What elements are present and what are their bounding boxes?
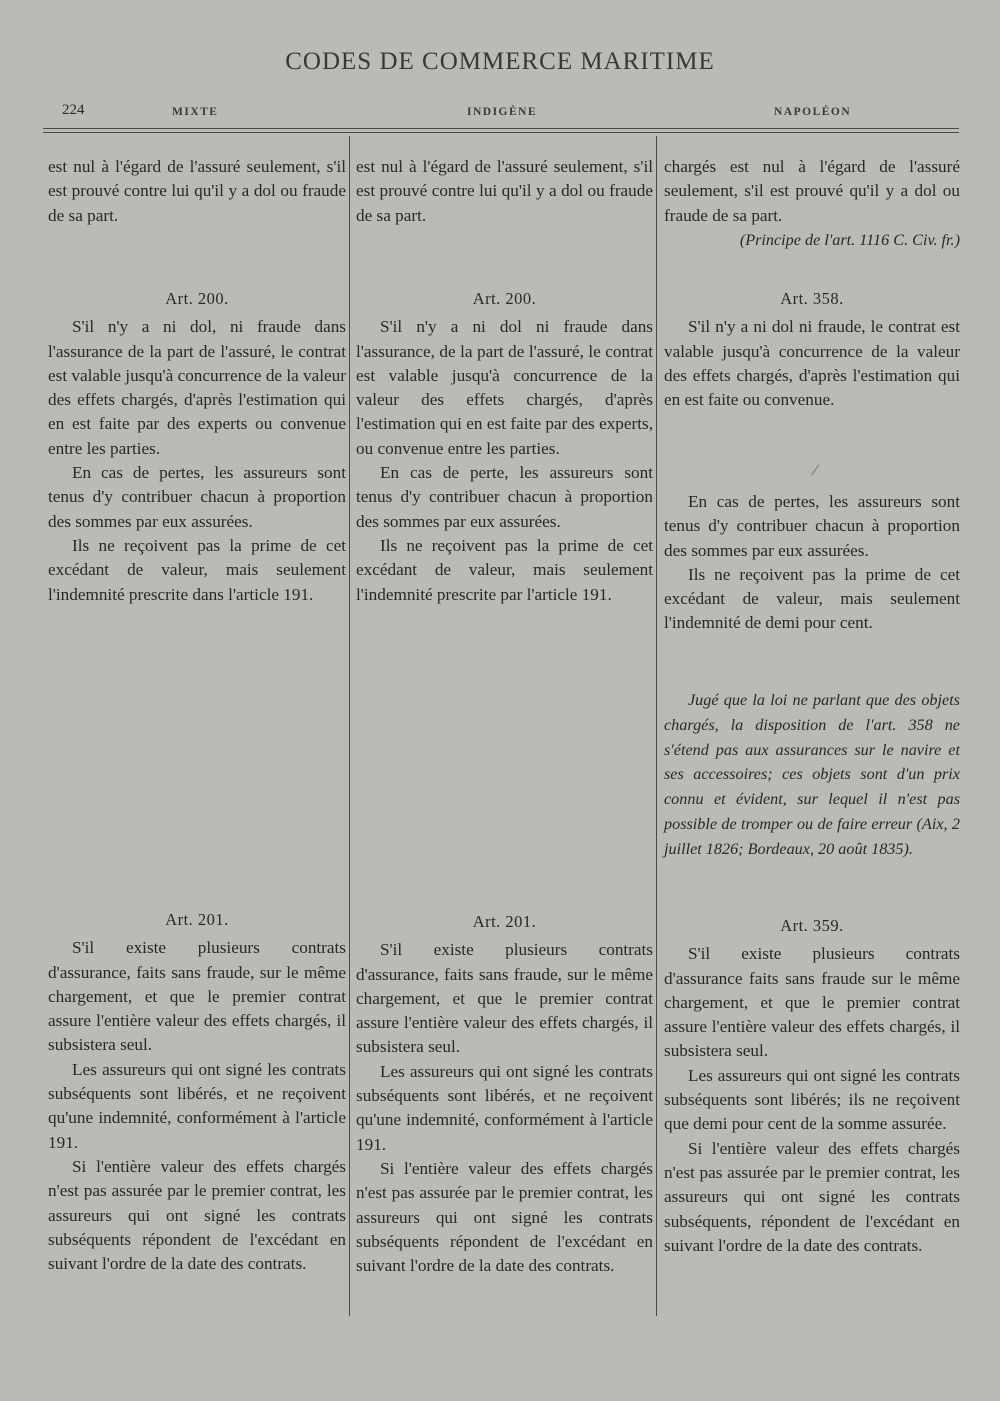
paragraph: Les assureurs qui ont signé les contrats subséquents sont libérés, et ne reçoivent qu'une indemnité, conformément à l'article 191. [48, 1059, 346, 1152]
paragraph: Les assureurs qui ont signé les contrats subséquents sont libérés, et ne reçoivent qu'une indemnité, conformément à l'article 191. [356, 1061, 653, 1154]
column-mixte-art200 [48, 287, 346, 607]
column-napoleon-art358 [664, 287, 960, 412]
paragraph: Ils ne reçoivent pas la prime de cet excédant de valeur, mais seulement l'indemnité prescrite dans l'article 191. [48, 535, 346, 604]
paragraph: Si l'entière valeur des effets chargés n'est pas assurée par le premier contrat, les assureurs qui ont signé les contrats subséquents, répondent de l'excédant en suivant l'ordre de la date des contrats. [664, 1138, 960, 1255]
paragraph: S'il existe plusieurs contrats d'assurance, faits sans fraude, sur le même chargement, et que le premier contrat assure l'entière valeur des effets chargés, il subsistera seul. [48, 938, 346, 1055]
column-header-indigene: INDIGÈNE [467, 106, 538, 118]
article-heading: Art. 359. [780, 916, 844, 935]
column-header-mixte: MIXTE [172, 106, 219, 118]
intro-text: est nul à l'égard de l'assuré seulement, s'il est prouvé contre lui qu'il y a dol ou fraude de sa part. [48, 157, 346, 225]
column-napoleon [664, 155, 960, 253]
column-header-napoleon: NAPOLÉON [774, 106, 852, 118]
paragraph: En cas de perte, les assureurs sont tenus d'y contribuer chacun à proportion des sommes par eux assurées. [356, 463, 653, 531]
intro-reference: (Principe de l'art. 1116 C. Civ. fr.) [739, 230, 960, 249]
page-title: CODES DE COMMERCE MARITIME [285, 48, 715, 75]
column-mixte [48, 155, 346, 228]
paragraph: Ils ne reçoivent pas la prime de cet excédant de valeur, mais seulement l'indemnité prescrite par l'article 191. [356, 535, 653, 604]
paragraph: Les assureurs qui ont signé les contrats subséquents sont libérés; ils ne reçoivent que demi pour cent de la somme assurée. [664, 1065, 960, 1134]
paragraph: Si l'entière valeur des effets chargés n'est pas assurée par le premier contrat, les assureurs qui ont signé les contrats subséquents répondent de l'excédant en suivant l'ordre de la date des contrats. [48, 1156, 346, 1274]
column-napoleon-note [664, 688, 960, 862]
intro-text: chargés est nul à l'égard de l'assuré seulement, s'il est prouvé qu'il y a dol ou fraude de sa part. [664, 157, 960, 225]
column-divider-right [656, 136, 657, 1316]
paragraph: S'il existe plusieurs contrats d'assurance faits sans fraude sur le même chargement, et que le premier contrat assure l'entière valeur des effets chargés, il subsistera seul. [664, 944, 960, 1061]
article-heading: Art. 358. [780, 289, 844, 308]
header-rule-top [43, 128, 959, 129]
paragraph: S'il n'y a ni dol, ni fraude dans l'assurance de la part de l'assuré, le contrat est valable jusqu'à concurrence de la valeur des effets chargés, d'après l'estimation qui en est faite par des experts ou convenue entre les parties. [48, 317, 347, 458]
column-indigene [356, 155, 653, 228]
stray-pencil-mark: ⁄ [814, 462, 817, 479]
header-rule-bottom [43, 132, 959, 133]
paragraph: Si l'entière valeur des effets chargés n'est pas assurée par le premier contrat, les assureurs qui ont signé les contrats subséquents répondent de l'excédant en suivant l'ordre de la date des contrats. [356, 1158, 653, 1276]
article-heading: Art. 201. [165, 910, 229, 929]
paragraph: S'il existe plusieurs contrats d'assurance, faits sans fraude, sur le même chargement, et que le premier contrat assure l'entière valeur des effets chargés, il subsistera seul. [356, 940, 653, 1057]
column-indigene-art201 [356, 910, 653, 1278]
paragraph: S'il n'y a ni dol ni fraude dans l'assurance, de la part de l'assuré, le contrat est valable jusqu'à concurrence de la valeur des effets chargés, d'après l'estimation qui en est faite par des experts, ou convenue entre les parties. [356, 317, 653, 458]
paragraph: En cas de pertes, les assureurs sont tenus d'y contribuer chacun à proportion des sommes par eux assurées. [664, 492, 960, 560]
column-napoleon-art358-cont [664, 490, 960, 636]
jurisprudence-note: Jugé que la loi ne parlant que des objets chargés, la disposition de l'art. 358 ne s'étend pas aux assurances sur le navire et ses accessoires; ces objets sont d'un prix connu et évident, sur lequel il n'est pas possible de tromper ou de faire erreur (Aix, 2 juillet 1826; Bordeaux, 20 août 1835). [664, 691, 960, 858]
column-indigene-art200 [356, 287, 653, 607]
column-mixte-art201 [48, 908, 346, 1276]
column-napoleon-art359 [664, 914, 960, 1258]
article-heading: Art. 200. [472, 289, 537, 308]
column-divider-left [349, 136, 350, 1316]
page-number: 224 [62, 102, 85, 118]
paragraph: En cas de pertes, les assureurs sont tenus d'y contribuer chacun à proportion des sommes par eux assurées. [48, 463, 346, 531]
paragraph: S'il n'y a ni dol ni fraude, le contrat est valable jusqu'à concurrence de la valeur des effets chargés, d'après l'estimation qui en est faite ou convenue. [664, 317, 960, 410]
intro-text: est nul à l'égard de l'assuré seulement, s'il est prouvé contre lui qu'il y a dol ou fraude de sa part. [356, 157, 653, 225]
article-heading: Art. 200. [165, 289, 229, 308]
paragraph: Ils ne reçoivent pas la prime de cet excédant de valeur, mais seulement l'indemnité de demi pour cent. [664, 564, 960, 633]
article-heading: Art. 201. [472, 912, 537, 931]
